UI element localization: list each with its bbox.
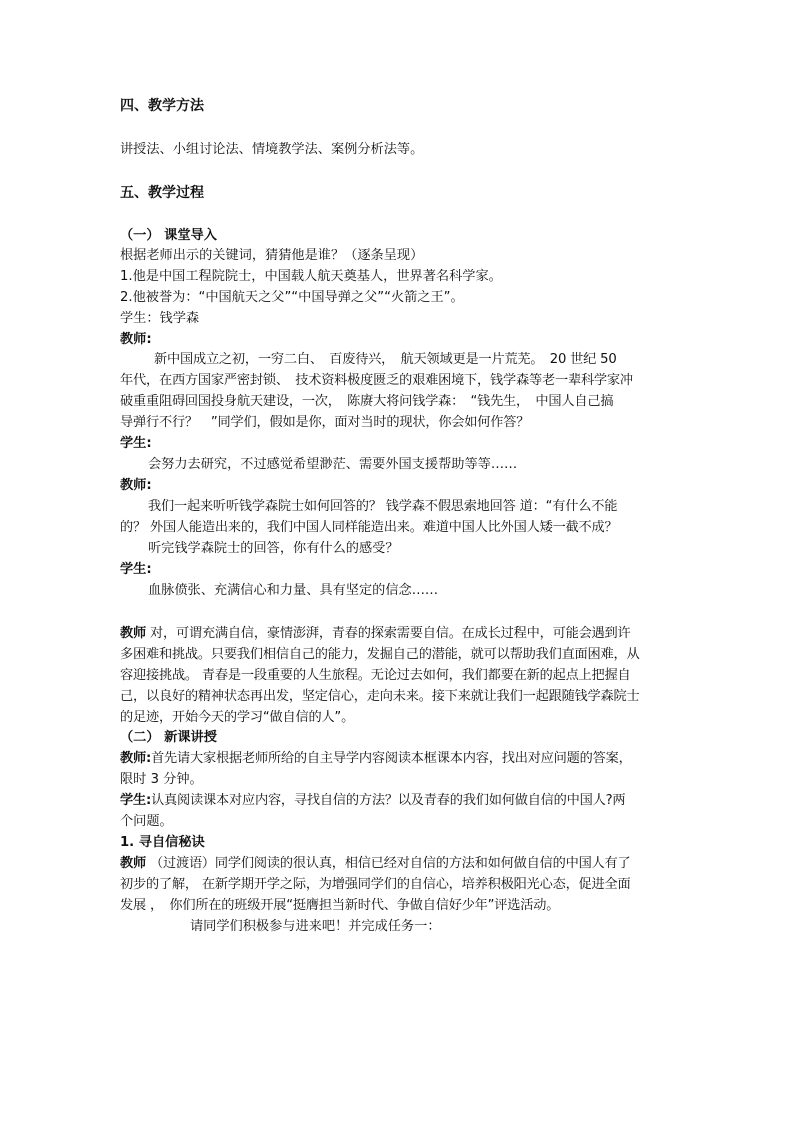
section-heading-teaching-methods: 四、教学方法 [120, 98, 204, 114]
teacher-label: 教师: [120, 751, 152, 766]
task-invitation: 请同学们积极参与进来吧！并完成任务一： [190, 919, 441, 934]
teacher-label: 教师 [120, 626, 146, 641]
transition-text: （过渡语）同学们阅读的很认真，相信已经对自信的方法和如何做自信的中国人有了 [149, 856, 631, 871]
section-heading-teaching-process: 五、教学过程 [120, 185, 204, 201]
clue-1: 1.他是中国工程院院士，中国载人航天奠基人，世界著名科学家。 [120, 269, 502, 284]
teacher-instruction-line [120, 749, 680, 769]
student-task-line [120, 791, 680, 811]
student-label: 学生: [120, 562, 152, 577]
teacher-summary-line [120, 624, 680, 644]
story-line: 新中国成立之初，一穷二白、 百废待兴， 航天领域更是一片荒芜。 20 世纪 50 [154, 352, 617, 367]
intro-prompt: 根据老师出示的关键词，猜猜他是谁？（逐条呈现） [120, 248, 424, 263]
teacher-label: 教师: [120, 332, 152, 347]
qian-answer-line: 我们一起来听听钱学森院士如何回答的？ 钱学森不假思索地回答 道：“有什么不能 [148, 499, 618, 514]
student-answer: 学生：钱学森 [120, 311, 200, 326]
transition-line: 发展 ， 你们所在的班级开展“挺膺担当新时代、争做自信好少年”评选活动。 [120, 898, 560, 913]
transition-line: 初步的了解， 在新学期开学之际，为增强同学们的自信心，培养积极阳光心态，促进全面 [120, 877, 631, 892]
clue-2: 2.他被誉为：“中国航天之父”“中国导弹之父”“火箭之王”。 [120, 290, 464, 305]
student-task-text: 认真阅读课本对应内容，寻找自信的方法？以及青春的我们如何做自信的中国人?两 [151, 793, 626, 808]
subheading-lesson-intro: （一） 课堂导入 [120, 228, 217, 243]
story-line: 导弹行不行？ ”同学们，假如是你，面对当时的现状，你会如何作答？ [120, 415, 530, 430]
qian-answer-line: 的？ 外国人能造出来的，我们中国人同样能造出来。难道中国人比外国人矮一截不成？ [120, 520, 618, 535]
teacher-instruction-text: 首先请大家根据老师所给的自主导学内容阅读本框课本内容，找出对应问题的答案， [151, 751, 632, 766]
subheading-confidence-secrets: 1. 寻自信秘诀 [120, 835, 205, 850]
teacher-label: 教师: [120, 478, 152, 493]
student-task-line: 个问题。 [120, 814, 173, 829]
student-label: 学生: [120, 793, 152, 808]
student-reply: 血脉偾张、充满信心和力量、具有坚定的信念…… [148, 583, 439, 598]
teacher-summary-text: 对，可谓充满自信，豪情澎湃，青春的探索需要自信。在成长过程中，可能会遇到许 [149, 626, 631, 641]
teacher-instruction-line: 限时 3 分钟。 [120, 772, 203, 787]
story-line: 破重重阻碍回国投身航天建设，一次， 陈赓大将问钱学森： “钱先生， 中国人自己搞 [120, 394, 614, 409]
story-line: 年代，在西方国家严密封锁、 技术资料极度匮乏的艰难困境下，钱学森等老一辈科学家冲 [120, 373, 633, 388]
teaching-methods-text: 讲授法、小组讨论法、情境教学法、案例分析法等。 [120, 142, 424, 157]
teacher-summary-line: 的足迹，开始今天的学习“做自信的人”。 [120, 710, 355, 725]
student-reply: 会努力去研究，不过感觉希望渺茫、需要外国支援帮助等等…… [148, 457, 518, 472]
reflection-question: 听完钱学森院士的回答，你有什么的感受？ [148, 541, 399, 556]
teacher-label: 教师 [120, 856, 146, 871]
teacher-summary-line: 多困难和挑战。只要我们相信自己的能力，发掘自己的潜能，就可以帮助我们直面困难，从 [120, 647, 640, 662]
transition-line [120, 854, 680, 874]
teacher-summary-line: 容迎接挑战。 青春是一段重要的人生旅程。无论过去如何，我们都要在新的起点上把握自 [120, 668, 631, 683]
student-label: 学生: [120, 436, 152, 451]
teacher-summary-line: 己，以良好的精神状态再出发，坚定信心，走向未来。接下来就让我们一起跟随钱学森院士 [120, 689, 640, 704]
subheading-new-lesson: （二） 新课讲授 [120, 730, 217, 745]
